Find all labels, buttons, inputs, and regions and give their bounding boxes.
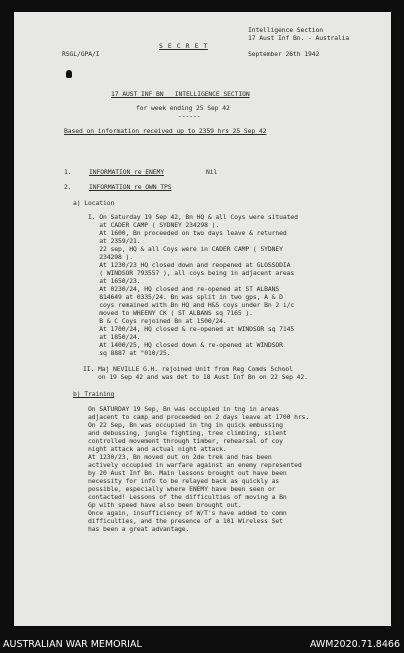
paragraph-line: I. On Saturday 19 Sep 42, Bn HQ & all Coys were situated xyxy=(88,213,298,221)
paragraph-line: actively occupied in warfare against an enemy represented xyxy=(88,461,302,469)
paragraph-line: At 0230/24, HQ closed and re-opened at ST ALBANS xyxy=(88,285,280,293)
section-1-value: Nil xyxy=(206,168,218,176)
paragraph-line: necessity for info to be relayed back as quickly as xyxy=(88,477,280,485)
paragraph-line: At 1230/23, Bn moved out on 2de trek and has been xyxy=(88,453,272,461)
paragraph-line: adjacent to camp and proceeded on 2 days leave at 1700 hrs. xyxy=(88,413,310,421)
paragraph-line: ( WINDSOR 793557 ), all coys being in adjacent areas xyxy=(88,269,295,277)
paragraph-line: has been a great advantage. xyxy=(88,525,190,533)
paragraph-line: contacted! Lessons of the difficulties of moving a Bn xyxy=(88,493,287,501)
paragraph-line: moved to WHEENY CK ( ST ALBANS sq 7165 ). xyxy=(88,309,253,317)
paragraph-line: on 19 Sep 42 and was det to 18 Aust Inf Bn on 22 Sep 42. xyxy=(83,373,308,381)
training-paragraph xyxy=(88,405,309,533)
subsection-a-heading: a) Location xyxy=(73,199,115,207)
paragraph-line: At 1700/24, HQ closed & re-opened at WINDSOR sq 7145 xyxy=(88,325,295,333)
paragraph-line: II. Maj NEVILLE G.H. rejoined Unit from Reg Comds School xyxy=(83,365,293,373)
archive-name: AUSTRALIAN WAR MEMORIAL xyxy=(3,639,142,650)
paragraph-line: night attack and actual night attack. xyxy=(88,445,227,453)
paragraph-line: sq 8887 at "010/25. xyxy=(88,349,171,357)
punch-hole xyxy=(66,70,72,78)
report-basis: Based on information received up to 2359 hrs 25 Sep 42 xyxy=(64,127,267,135)
header-section-name: Intelligence Section xyxy=(248,26,323,34)
report-period: for week ending 25 Sep 42 xyxy=(136,104,230,112)
location-paragraph-i xyxy=(88,213,298,357)
classification-stamp: S E C R E T xyxy=(159,42,208,50)
paragraph-line: by 20 Aust Inf Bn. Main lessons brought out have been xyxy=(88,469,287,477)
paragraph-line: At 1600, Bn proceeded on two days leave & returned xyxy=(88,229,287,237)
archive-accession-number: AWM2020.71.8466 xyxy=(309,639,400,650)
archive-footer xyxy=(0,636,404,653)
paragraph-line: 234298 ). xyxy=(88,253,133,261)
paragraph-line: at 2359/21. xyxy=(88,237,141,245)
paragraph-line: 22 sep, HQ & all Coys were in CADER CAMP ( SYDNEY xyxy=(88,245,283,253)
title-dashes: ------ xyxy=(178,112,201,120)
section-2-heading: INFORMATION re OWN TPS xyxy=(89,183,172,191)
paragraph-line: At 1230/23 HQ closed down and reopened at GLOSSODIA xyxy=(88,261,291,269)
paragraph-line: at CADER CAMP ( SYDNEY 234298 ). xyxy=(88,221,220,229)
section-1-number: 1. xyxy=(64,168,72,176)
paragraph-line: 814649 at 0335/24. Bn was split in two gps, A & D xyxy=(88,293,283,301)
reference-code: RSGL/GPA/I xyxy=(62,50,100,58)
paragraph-line: and debussing, jungle fighting, tree climbing, silent xyxy=(88,429,287,437)
section-2-number: 2. xyxy=(64,183,72,191)
paragraph-line: coys remained with Bn HQ and H&S coys under Bn 2 i/c xyxy=(88,301,295,309)
paragraph-line: At 1400/25, HQ closed down & re-opened at WINDSOR xyxy=(88,341,283,349)
paragraph-line: Once again, insufficiency of W/T's have added to comn xyxy=(88,509,287,517)
paragraph-line: On SATURDAY 19 Sep, Bn was occupied in tng in areas xyxy=(88,405,280,413)
document-date: September 26th 1942 xyxy=(248,50,320,58)
location-paragraph-ii xyxy=(83,365,308,381)
paragraph-line: at 1650/23. xyxy=(88,277,141,285)
paragraph-line: difficulties, and the presence of a 101 Wireless Set xyxy=(88,517,283,525)
paragraph-line: B & C Coys rejoined Bn at 1500/24. xyxy=(88,317,227,325)
paragraph-line: controlled movement through timber, rehearsal of coy xyxy=(88,437,283,445)
report-title: 17 AUST INF BN INTELLIGENCE SECTION xyxy=(111,90,250,98)
subsection-b-heading: b) Training xyxy=(73,390,115,398)
paragraph-line: On 22 Sep, Bn was occupied in tng in quick embussing xyxy=(88,421,283,429)
header-unit-name: 17 Aust Inf Bn. - Australia xyxy=(248,34,350,42)
section-1-heading: INFORMATION re ENEMY xyxy=(89,168,164,176)
paragraph-line: Gp with speed have also been brought out. xyxy=(88,501,242,509)
paragraph-line: possible, especially where ENEMY have been seen or xyxy=(88,485,276,493)
paragraph-line: at 1850/24. xyxy=(88,333,141,341)
document-page xyxy=(14,12,391,626)
